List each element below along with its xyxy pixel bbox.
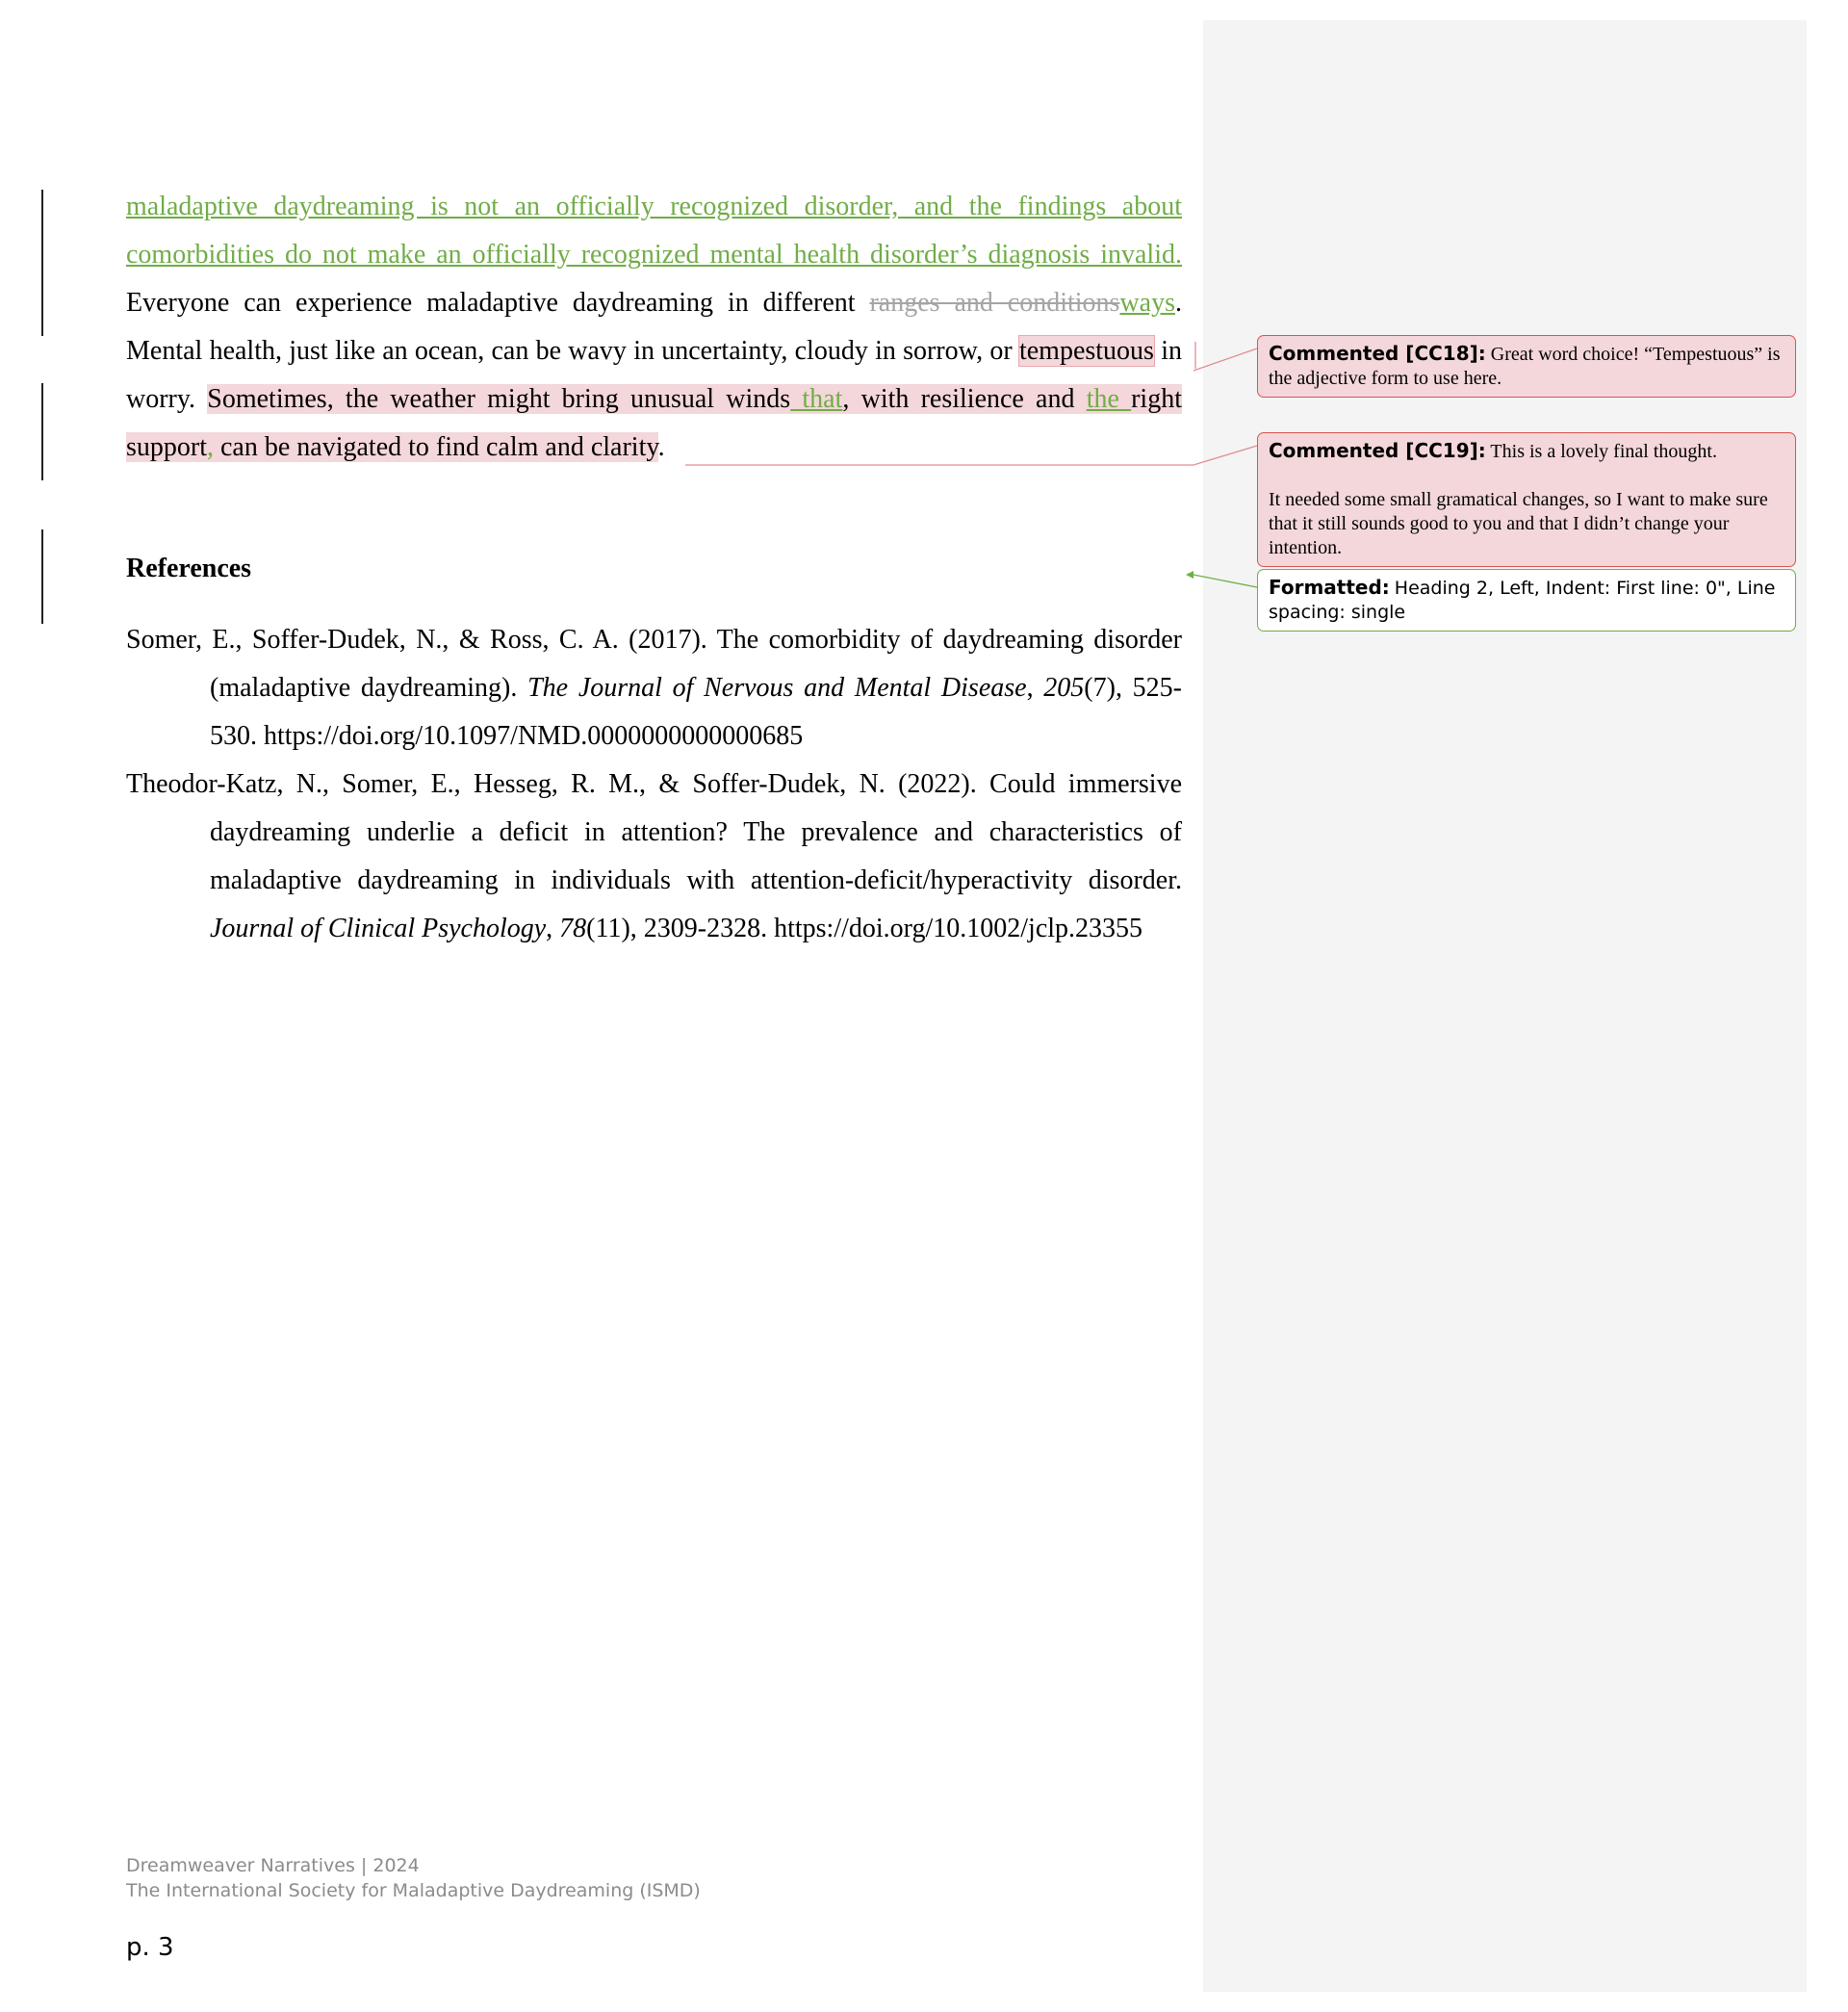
reference-text: (11), 2309-2328. https://doi.org/10.1002/jclp.23355 (586, 914, 1143, 943)
comment-label: Commented [CC19]: (1269, 439, 1486, 462)
inserted-text[interactable]: comorbidities do not make an officially recognized mental health disorder’s diagnosis invalid. (126, 240, 1182, 270)
markup-margin-pane (1203, 20, 1807, 1992)
formatting-label: Formatted: (1269, 576, 1390, 599)
formatting-text: Heading 2, Left, Indent: First line: 0", Line spacing: single (1269, 578, 1776, 623)
reference-text: Theodor-Katz, N., Somer, E., Hesseg, R. M., & Soffer-Dudek, N. (2022). Could immersive daydreaming underlie a deficit in attention? The prevalence and characteristics of maladaptive daydreaming in individuals with attention-deficit/hyperactivity disorder. (126, 769, 1182, 895)
change-bar (41, 190, 43, 336)
reference-text: (7), 525-530. https://doi.org/10.1097/NMD.0000000000000685 (210, 673, 1182, 751)
document-body (126, 183, 1182, 472)
commented-word-tempestuous[interactable]: tempestuous (1018, 336, 1154, 366)
reference-journal: Journal of Clinical Psychology (210, 914, 547, 943)
comment-text: Great word choice! “Tempestuous” is the adjective form to use here. (1269, 344, 1781, 389)
reference-journal: The Journal of Nervous and Mental Disease (527, 673, 1027, 703)
references-heading[interactable]: References (126, 554, 252, 583)
reference-volume: 205 (1043, 673, 1085, 703)
body-paragraph[interactable] (126, 183, 1182, 472)
reference-text: , (1026, 673, 1044, 703)
deleted-text[interactable]: ranges and conditions (869, 288, 1120, 318)
inserted-text[interactable]: the (1086, 384, 1132, 414)
comment-label: Commented [CC18]: (1269, 342, 1486, 365)
inserted-text[interactable]: that (790, 384, 843, 414)
body-text: Sometimes, the weather might bring unusual winds (207, 384, 791, 414)
inserted-text[interactable]: , (207, 432, 214, 462)
formatting-balloon[interactable] (1257, 569, 1796, 632)
body-text: . (1175, 288, 1182, 318)
page-footer (126, 1853, 701, 1903)
change-bar (41, 529, 43, 624)
commented-range-final-thought[interactable] (126, 384, 1182, 462)
comment-balloon-cc19[interactable] (1257, 432, 1796, 567)
reference-text: , (546, 914, 560, 943)
body-text: . (657, 432, 665, 462)
references-list (126, 616, 1182, 953)
reference-volume: 78 (559, 914, 587, 943)
comment-balloon-cc18[interactable] (1257, 335, 1796, 398)
inserted-text[interactable]: ways (1119, 288, 1175, 318)
page-number: p. 3 (126, 1933, 174, 1962)
reference-text: Somer, E., Soffer-Dudek, N., & Ross, C. A. (2017). The comorbidity of daydreaming disorder (maladaptive daydreaming). (126, 625, 1182, 703)
body-text: in worry. (126, 336, 1182, 414)
change-bar (41, 383, 43, 480)
comment-text: It needed some small gramatical changes, so I want to make sure that it still sounds good to you and that I didn’t change your intention. (1269, 489, 1768, 558)
footer-line: The International Society for Maladaptive Daydreaming (ISMD) (126, 1880, 701, 1901)
inserted-text[interactable]: maladaptive daydreaming is not an officially recognized disorder, and the findings about (126, 192, 1182, 221)
body-text: right support (126, 384, 1182, 462)
body-text: can be navigated to find calm and clarity (214, 432, 658, 462)
body-text: Mental health, just like an ocean, can be wavy in uncertainty, cloudy in sorrow, or (126, 336, 1019, 366)
body-text: Everyone can experience maladaptive daydreaming in different (126, 288, 870, 318)
footer-line: Dreamweaver Narratives | 2024 (126, 1855, 420, 1876)
comment-text: This is a lovely final thought. (1490, 441, 1717, 462)
reference-entry[interactable] (126, 761, 1182, 953)
reference-entry[interactable] (126, 616, 1182, 761)
body-text: , with resilience and (842, 384, 1087, 414)
